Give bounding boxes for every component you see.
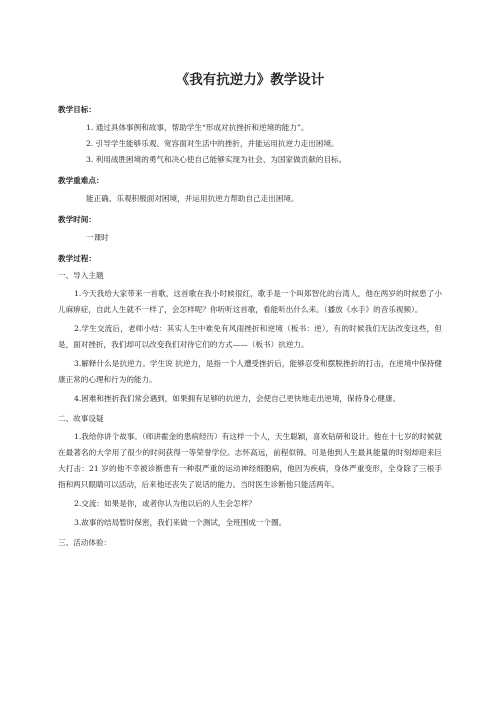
time-heading: 教学时间： [58, 215, 96, 224]
key-points-heading: 教学重难点： [58, 176, 104, 185]
section-title-story: 二、故事设疑 [58, 414, 104, 423]
paragraph: 1.我给你讲个故事。（师讲霍金的患病经历）有这样一个人，天生聪颖，喜欢钻研和设计。他在十七岁的时候就在最著名的大学用了很少的时间获得一等荣誉学位。志怀高远，前程似锦。可是他到人生最具能量的时刻却迎来巨大打击：21 岁的他不幸被诊断患有一种很严重的运动神经细胞病，他因为疾病，身体严重变形，全身除了三根手指和两只眼睛可以活动，后来他还丧失了说话的能力。当时医生诊断他只能活两年。 [58, 432, 442, 489]
paragraph: 3.故事的结局暂时保密，我们来做一个测试，全班围成一个圈。 [74, 518, 287, 527]
time-text: 一课时 [86, 233, 109, 242]
paragraph: 1.今天我给大家带来一首歌，这首歌在我小时候很红，歌手是一个叫郑智化的台湾人，他在两岁的时候患了小儿麻痹症，自此人生就不一样了，会怎样呢？你听听这首歌，看能听出什么来。（播放《水手》的音乐视频）。 [58, 289, 442, 314]
section-title-activity: 三、活动体验： [58, 538, 112, 547]
paragraph: 2.交流：如果是你，或者你认为他以后的人生会怎样？ [74, 499, 256, 508]
paragraph: 2.学生交流后，老师小结：其实人生中难免有风雨挫折和逆境（板书：逆），有的时候我们无法改变这些，但是，面对挫折，我们却可以改变我们对待它们的方式——（板书）抗逆力。 [58, 324, 442, 349]
document-content [58, 68, 442, 553]
goal-item: 2. 引导学生能够乐观、宽容面对生活中的挫折，并能运用抗逆力走出困境。 [86, 139, 339, 148]
section-title-intro: 一、导入主题 [58, 271, 104, 280]
goal-item: 3. 利用战胜困境的勇气和决心使自己能够实现为社会、为国家做贡献的目标。 [86, 155, 347, 164]
paragraph: 4.困难和挫折我们常会遇到，如果拥有足够的抗逆力，会使自己更快地走出逆境，保持身心健康。 [74, 394, 401, 403]
key-points-text: 能正确、乐观积极面对困境，并运用抗逆力帮助自己走出困境。 [86, 194, 299, 203]
goals-heading: 教学目标： [58, 105, 96, 114]
goal-item: 1. 通过具体事例和故事，帮助学生“形成对抗挫折和逆境的能力”。 [86, 123, 309, 132]
document-title: 《我有抗逆力》教学设计 [175, 72, 325, 88]
paragraph: 3.解释什么是抗逆力。学生说 抗逆力，是指一个人遭受挫折后，能够忍受和摆脱挫折的打击，在逆境中保持健康正常的心理和行为的能力。 [58, 359, 442, 384]
process-heading: 教学过程： [58, 254, 96, 263]
